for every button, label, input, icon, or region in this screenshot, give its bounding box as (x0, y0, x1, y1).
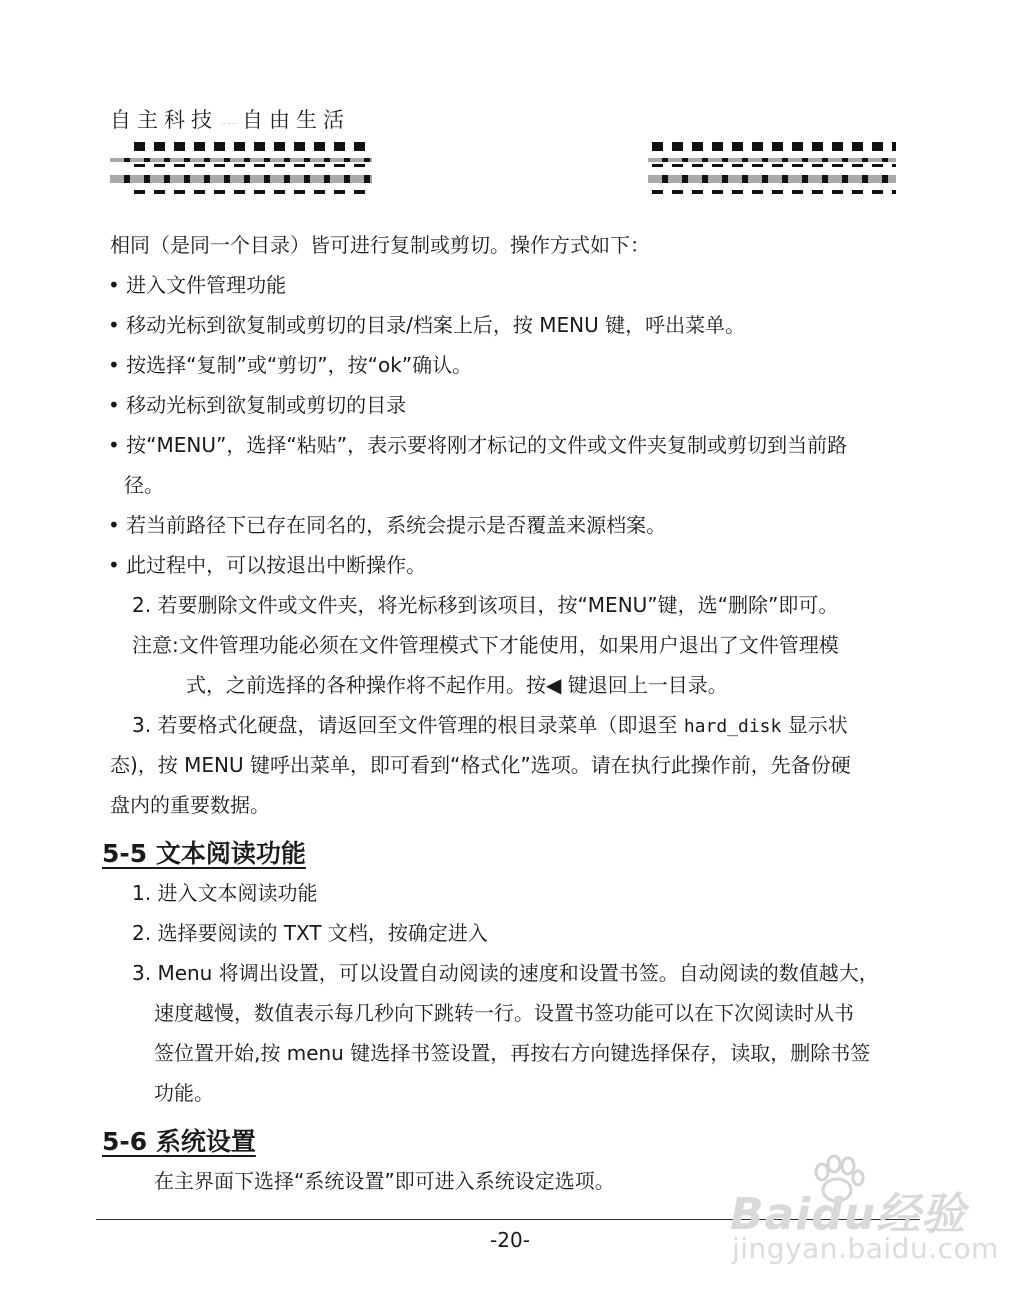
section-heading-5-5: 5-5 文本阅读功能 (102, 839, 306, 868)
numbered-item-3-text: 3. 若要格式化硬盘，请返回至文件管理的根目录菜单（即退至 (132, 713, 678, 737)
list-item-continued: 签位置开始,按 menu 键选择书签设置，再按右方向键选择保存，读取，删除书签 (154, 1041, 871, 1065)
page-number: -20- (490, 1228, 530, 1252)
header-checker-pattern-left (110, 142, 372, 194)
bullet-item: • 按“MENU”，选择“粘贴”，表示要将刚才标记的文件或文件夹复制或剪切到当前路 (108, 433, 848, 457)
note-line-continued: 式，之前选择的各种操作将不起作用。按◀ 键退回上一目录。 (186, 673, 728, 697)
paragraph: 在主界面下选择“系统设置”即可进入系统设定选项。 (154, 1169, 615, 1193)
bullet-item: • 若当前路径下已存在同名的，系统会提示是否覆盖来源档案。 (108, 513, 667, 537)
paragraph-intro: 相同（是同一个目录）皆可进行复制或剪切。操作方式如下： (110, 233, 650, 257)
list-item-continued: 功能。 (154, 1081, 214, 1105)
watermark-url: jingyan.baidu.com (732, 1232, 999, 1265)
bullet-item: • 按选择“复制”或“剪切”，按“ok”确认。 (108, 353, 473, 377)
list-item: 3. Menu 将调出设置，可以设置自动阅读的速度和设置书签。自动阅读的数值越大， (132, 961, 879, 985)
header-checker-pattern-right (648, 142, 896, 194)
bullet-item: • 移动光标到欲复制或剪切的目录 (108, 393, 407, 417)
numbered-item-3-text-end: 显示状 (787, 713, 848, 737)
numbered-item-3-continued: 盘内的重要数据。 (110, 793, 270, 817)
bullet-item-continued: 径。 (124, 473, 164, 497)
slogan-left: 自主科技 (110, 108, 218, 132)
numbered-item-3 (132, 705, 848, 747)
bullet-item: • 移动光标到欲复制或剪切的目录/档案上后，按 MENU 键，呼出菜单。 (108, 313, 746, 337)
slogan-right: 自由生活 (242, 108, 350, 132)
bullet-item: • 此过程中，可以按退出中断操作。 (108, 553, 427, 577)
code-hard-disk: hard_disk (683, 716, 782, 737)
slogan-separator: --- (222, 116, 238, 130)
list-item: 2. 选择要阅读的 TXT 文档，按确定进入 (132, 921, 488, 945)
note-line: 注意:文件管理功能必须在文件管理模式下才能使用，如果用户退出了文件管理模 (132, 633, 839, 657)
list-item-continued: 速度越慢，数值表示每几秒向下跳转一行。设置书签功能可以在下次阅读时从书 (154, 1001, 854, 1025)
header-slogan (110, 104, 350, 134)
numbered-item-3-continued: 态)，按 MENU 键呼出菜单，即可看到“格式化”选项。请在执行此操作前，先备份硬 (110, 753, 851, 777)
watermark-logo: Baidu经验 (730, 1189, 967, 1240)
bullet-item: • 进入文件管理功能 (108, 273, 287, 297)
numbered-item-2: 2. 若要删除文件或文件夹，将光标移到该项目，按“MENU”键，选“删除”即可。 (132, 593, 839, 617)
list-item: 1. 进入文本阅读功能 (132, 881, 318, 905)
section-heading-5-6: 5-6 系统设置 (102, 1127, 256, 1156)
